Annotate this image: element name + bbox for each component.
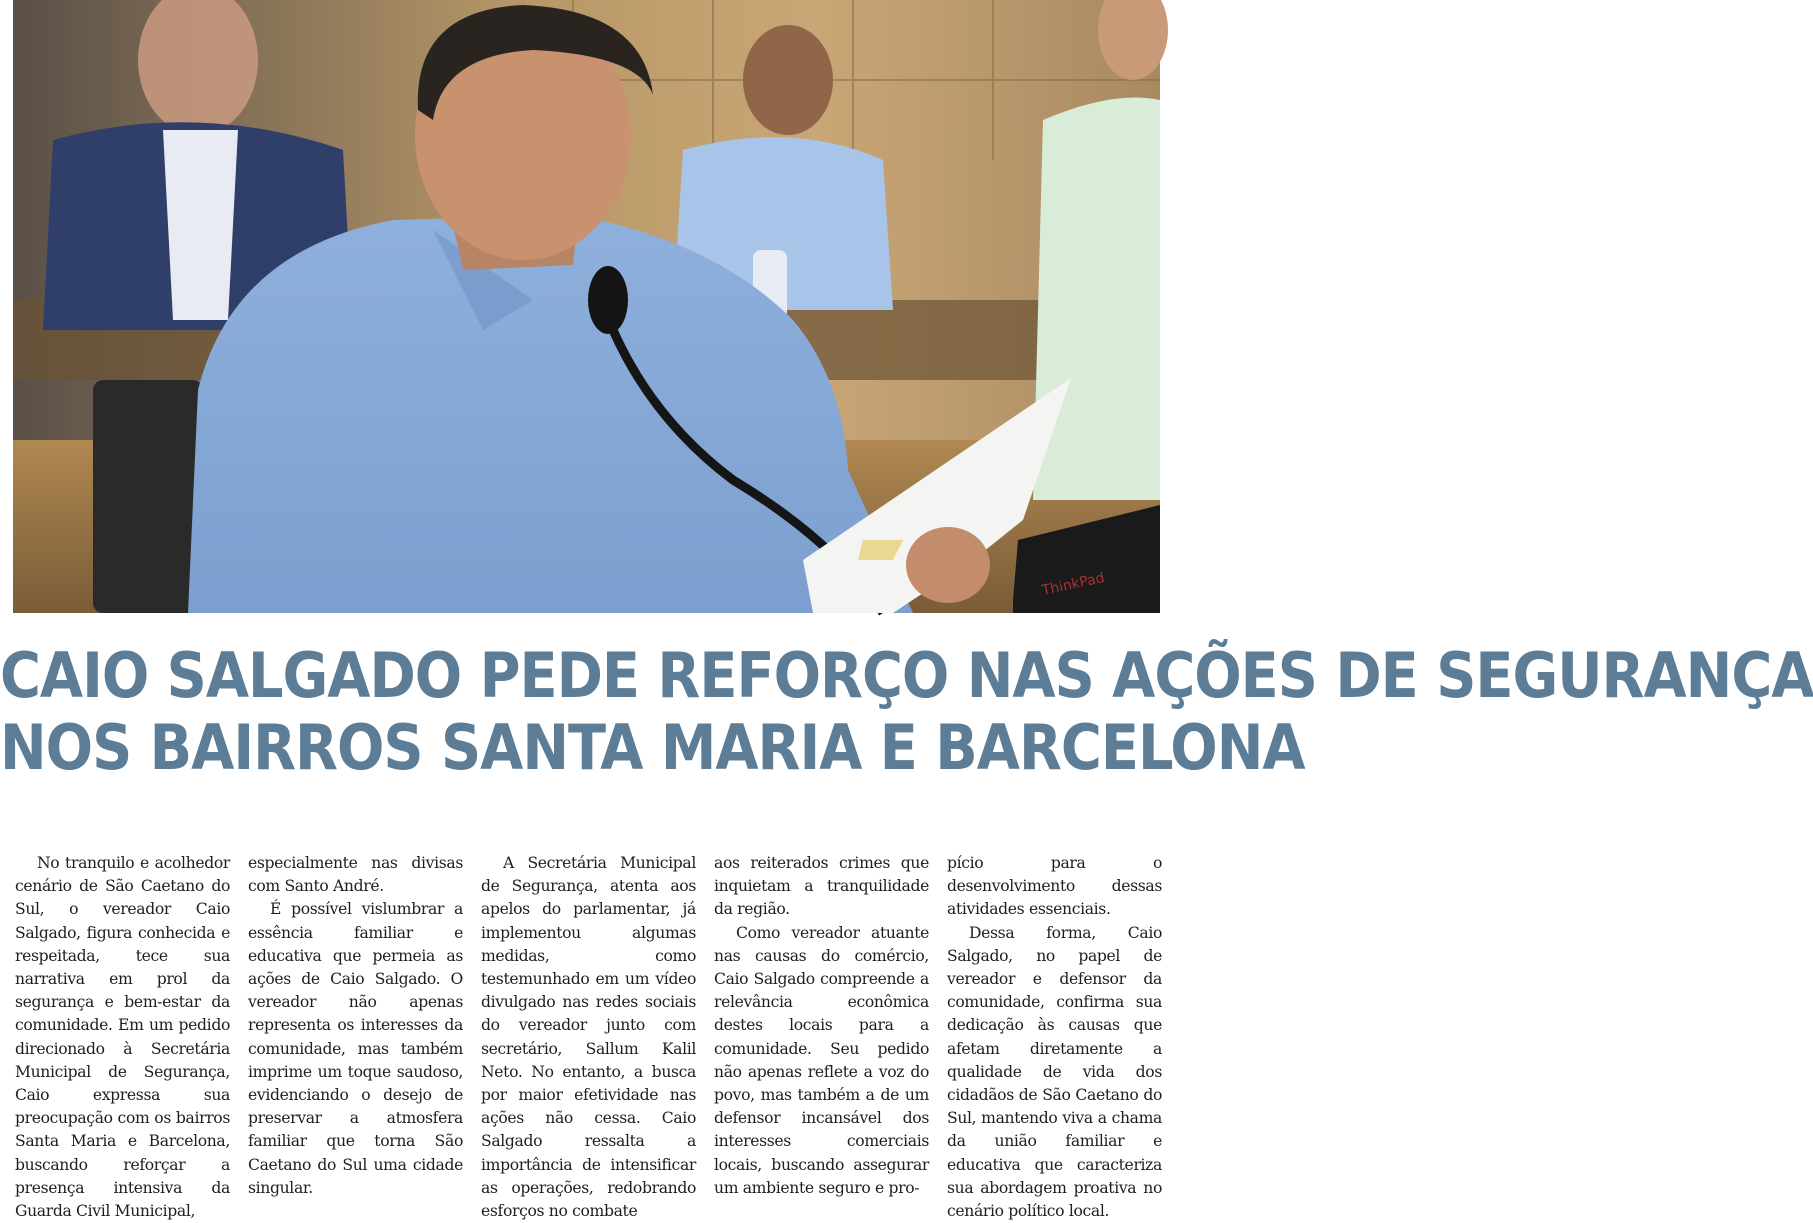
paragraph: Como vereador atuante nas causas do comércio, Caio Salgado compreende a relevância econômica destes locais para a comunidade. Seu pedido não apenas reflete a voz do povo, mas também a de um defensor incansável dos interesses comerciais locais, buscando assegurar um ambiente seguro e pro- bbox=[714, 923, 929, 1197]
paragraph: aos reiterados crimes que inquietam a tranquilidade da região. bbox=[714, 854, 929, 919]
paragraph: A Secretária Municipal de Segurança, atenta aos apelos do parlamentar, já implementou algumas medidas, como testemunhado em um vídeo divulgado nas redes sociais do vereador junto com secretário, Sallum Kalil Neto. No entanto, a busca por maior efetividade nas ações não cessa. Caio Salgado ressalta a importância de intensificar as operações, redobrando esforços no combate bbox=[481, 854, 696, 1221]
paragraph: É possível vislumbrar a essência familiar e educativa que permeia as ações de Caio Salgado. O vereador não apenas representa os interesses da comunidade, mas também imprime um toque saudoso, evidenciando o desejo de preservar a atmosfera familiar que torna São Caetano do Sul uma cidade singular. bbox=[248, 900, 463, 1197]
headline-line-2: NOS BAIRROS SANTA MARIA E BARCELONA bbox=[0, 711, 1305, 784]
article-column-1 bbox=[15, 852, 230, 1223]
article-column-4 bbox=[714, 852, 929, 1200]
paragraph: No tranquilo e acolhedor cenário de São Caetano do Sul, o vereador Caio Salgado, figura conhecida e respeitada, tece sua narrativa em prol da segurança e bem-estar da comunidade. Em um pedido direcionado à Secretária Municipal de Segurança, Caio expressa sua preocupação com os bairros Santa Maria e Barcelona, buscando reforçar a presença intensiva da Guarda Civil Municipal, bbox=[15, 854, 230, 1221]
headline-line-1: CAIO SALGADO PEDE REFORÇO NAS AÇÕES DE SEGURANÇA bbox=[0, 639, 1813, 712]
article-photo bbox=[13, 0, 1160, 613]
article-headline bbox=[0, 639, 1813, 784]
article-column-5 bbox=[947, 852, 1162, 1223]
article-column-2 bbox=[248, 852, 463, 1200]
councilman-speaking-photo bbox=[13, 0, 1160, 613]
paragraph: especialmente nas divisas com Santo André. bbox=[248, 854, 463, 896]
article-column-3 bbox=[481, 852, 696, 1223]
paragraph: pício para o desenvolvimento dessas atividades essenciais. bbox=[947, 854, 1162, 919]
laptop-brand-label: ThinkPad bbox=[1040, 570, 1107, 599]
paragraph: Dessa forma, Caio Salgado, no papel de vereador e defensor da comunidade, confirma sua dedicação às causas que afetam diretamente a qualidade de vida dos cidadãos de São Caetano do Sul, mantendo viva a chama da união familiar e educativa que caracteriza sua abordagem proativa no cenário político local. bbox=[947, 923, 1162, 1221]
